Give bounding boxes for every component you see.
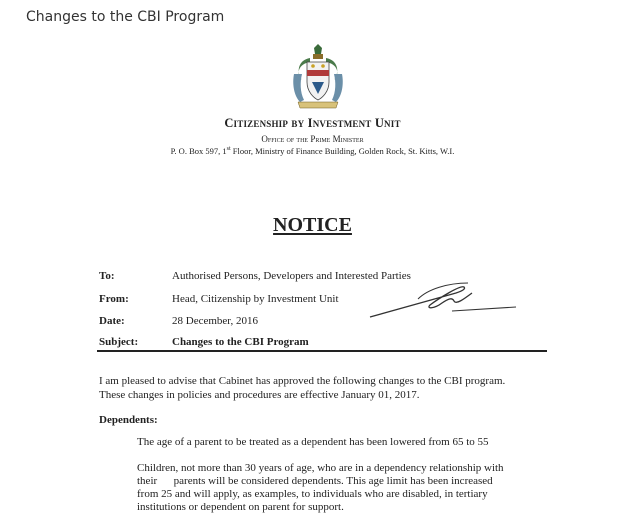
coat-of-arms-icon	[288, 44, 348, 110]
dependents-point-2-line-3: from 25 and will apply, as examples, to individuals who are disabled, in tertiary	[137, 488, 488, 500]
dependents-point-2-line-4: institutions or dependent on parent for support.	[137, 501, 344, 513]
page-caption: Changes to the CBI Program	[26, 9, 225, 25]
dependents-heading: Dependents:	[99, 414, 158, 426]
date-label: Date:	[99, 315, 125, 327]
intro-line-2: These changes in policies and procedures are effective January 01, 2017.	[99, 389, 420, 401]
address	[0, 146, 625, 156]
office-name: Office of the Prime Minister	[261, 134, 364, 144]
intro-line-1: I am pleased to advise that Cabinet has approved the following changes to the CBI program.	[99, 375, 506, 387]
address-pre: P. O. Box 597, 1	[170, 146, 227, 156]
dependents-point-2-line-1: Children, not more than 30 years of age, who are in a dependency relationship with	[137, 462, 504, 474]
notice-title-text: NOTICE	[273, 214, 352, 236]
subject-value: Changes to the CBI Program	[172, 336, 309, 348]
dependents-point-2-line-2: their parents will be considered dependents. This age limit has been increased	[137, 475, 493, 487]
address-sup: st	[226, 146, 231, 153]
from-label: From:	[99, 293, 129, 305]
date-value: 28 December, 2016	[172, 315, 259, 327]
address-post: Floor, Ministry of Finance Building, Golden Rock, St. Kitts, W.I.	[230, 146, 455, 156]
subject-divider	[97, 350, 547, 352]
subject-label: Subject:	[99, 336, 139, 348]
from-value: Head, Citizenship by Investment Unit	[172, 293, 339, 305]
notice-title	[0, 214, 625, 237]
to-value: Authorised Persons, Developers and Interested Parties	[172, 270, 411, 282]
signature-icon	[368, 279, 518, 323]
unit-title: Citizenship by Investment Unit	[224, 116, 401, 130]
dependents-point-1: The age of a parent to be treated as a dependent has been lowered from 65 to 55	[137, 436, 489, 448]
to-label: To:	[99, 270, 115, 282]
